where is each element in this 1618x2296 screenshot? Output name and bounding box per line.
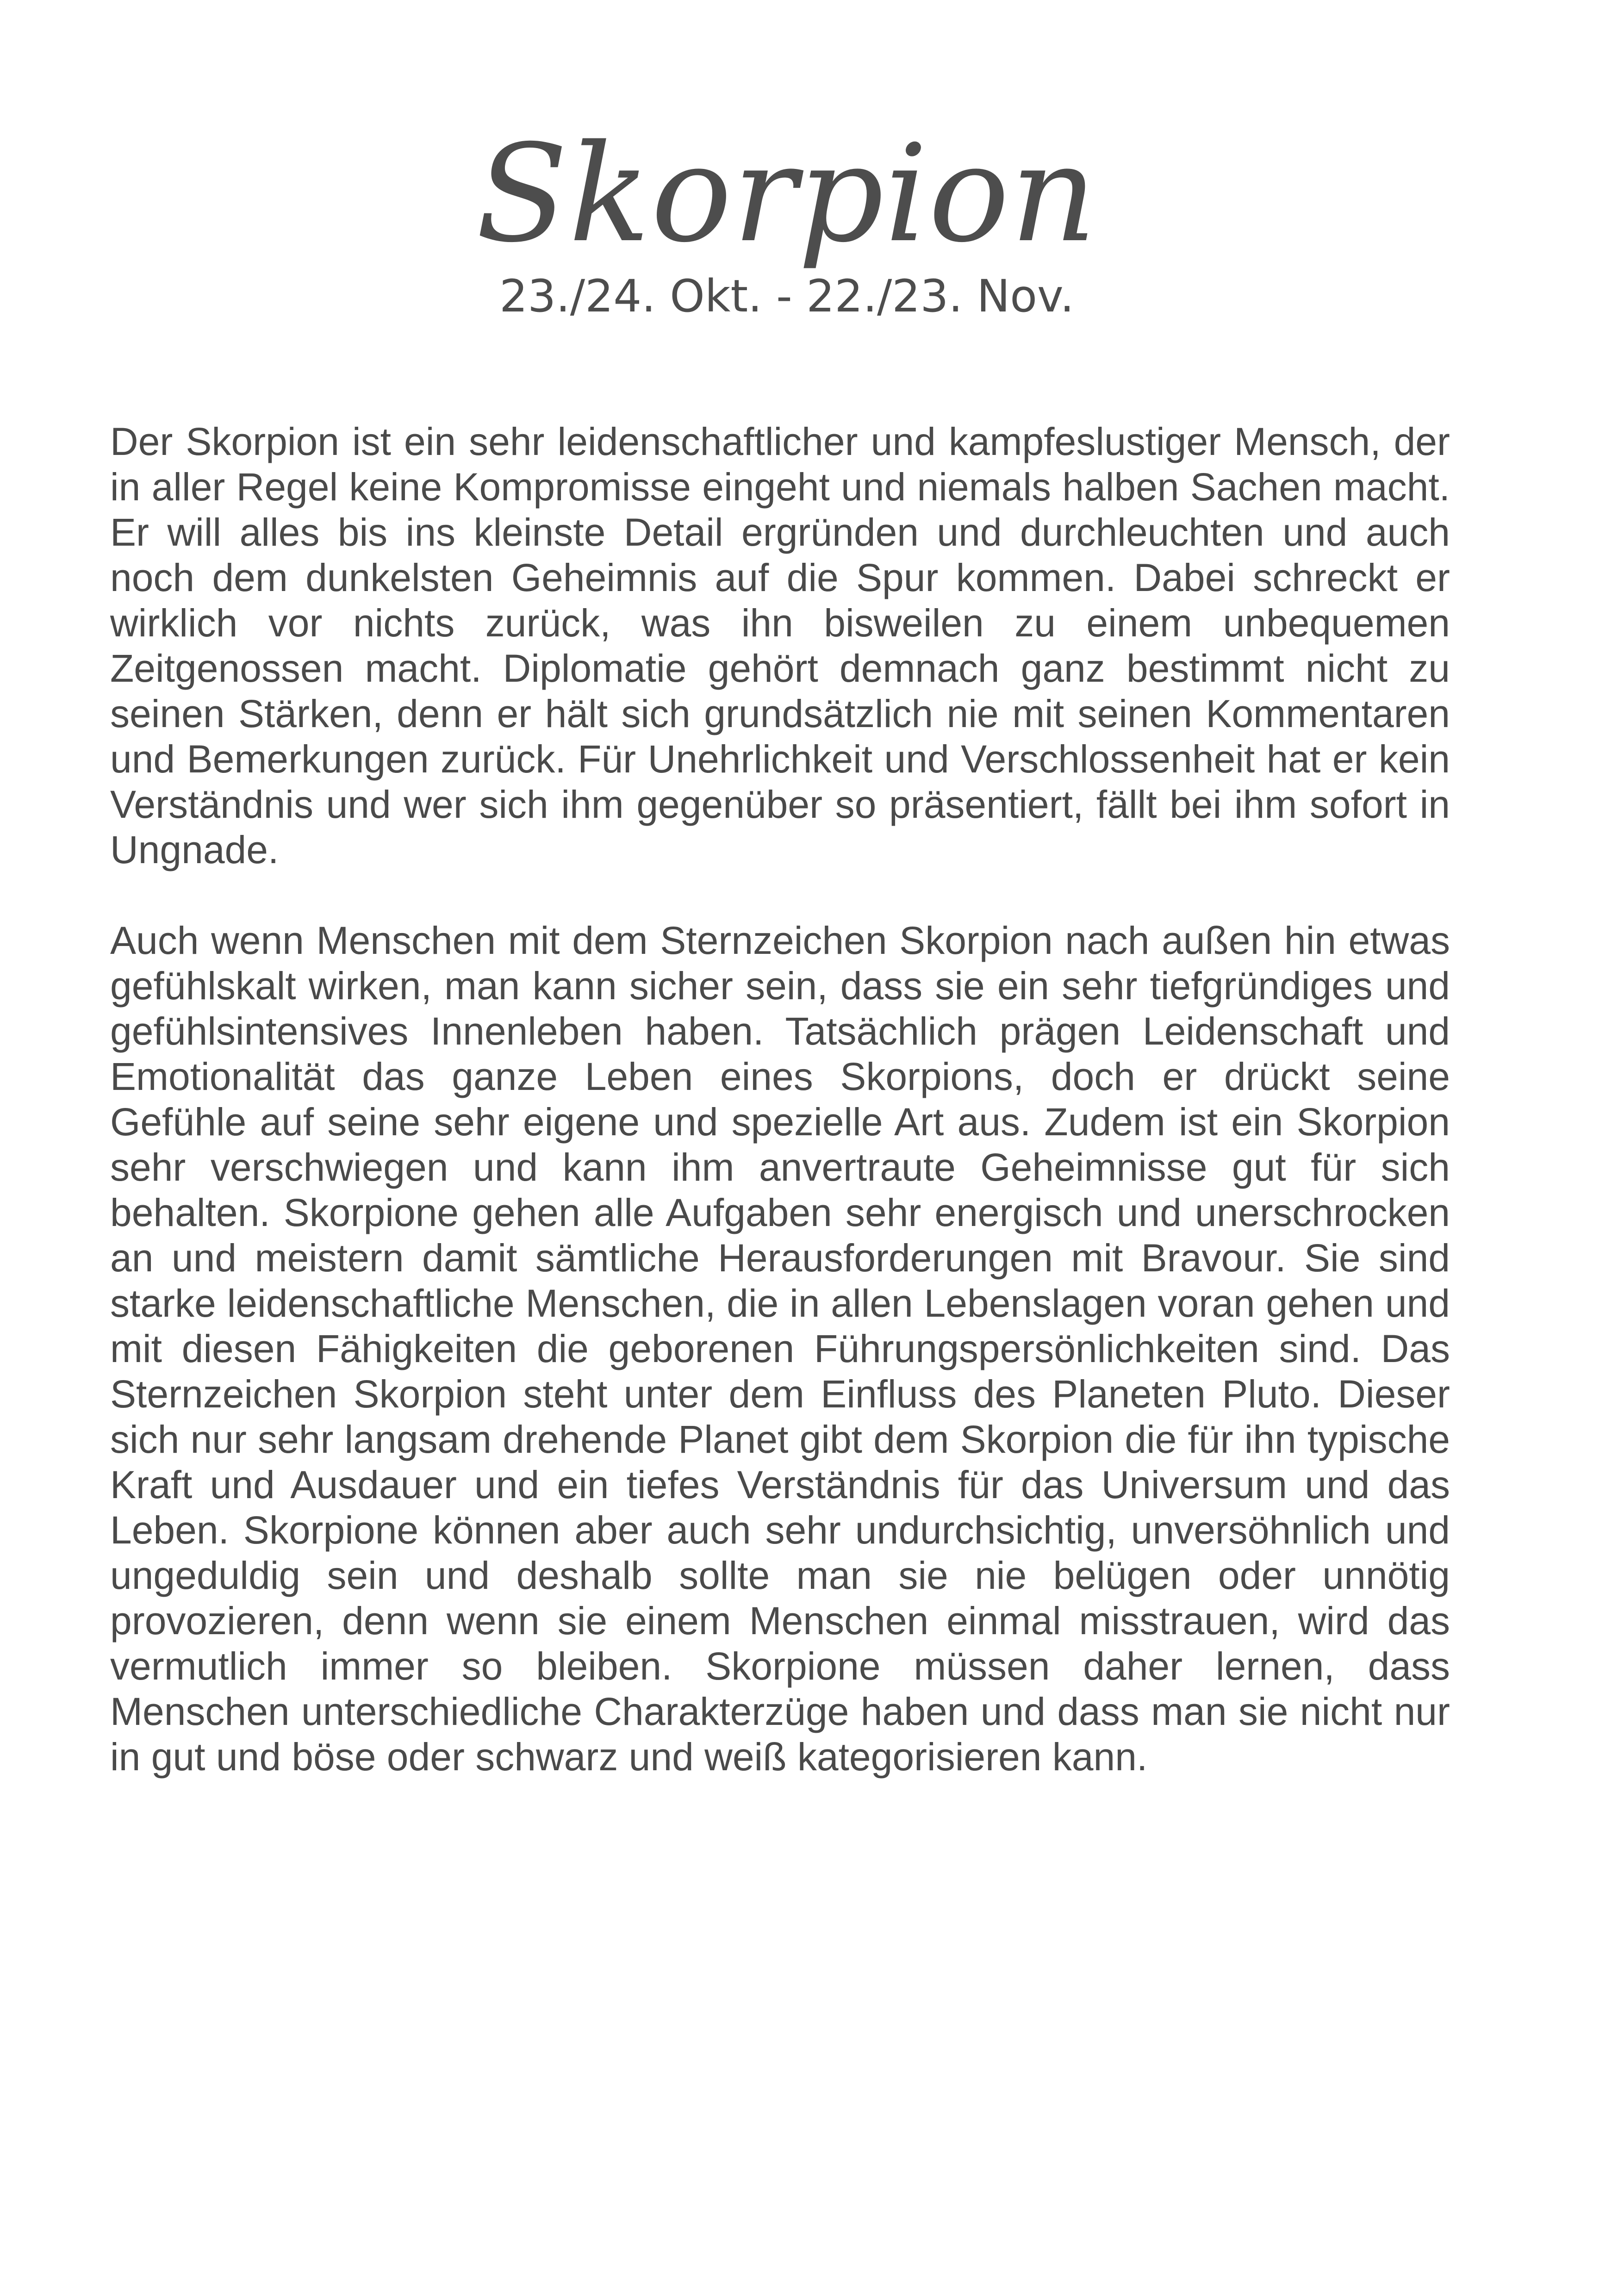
body-text xyxy=(110,419,1450,1780)
date-range: 23./24. Okt. - 22./23. Nov. xyxy=(499,270,1074,322)
paragraph-2: Auch wenn Menschen mit dem Sternzeichen Skorpion nach außen hin etwas gefühlskalt wirken, man kann sicher sein, dass sie ein sehr tiefgründiges und gefühlsintensives Innenleben haben. Tatsächlich prägen Leidenschaft und Emotionalität das ganze Leben eines Skorpions, doch er drückt seine Gefühle auf seine sehr eigene und spezielle Art aus. Zudem ist ein Skorpion sehr verschwiegen und kann ihm anvertraute Geheimnisse gut für sich behalten. Skorpione gehen alle Aufgaben sehr energisch und unerschrocken an und meistern damit sämtliche Herausforderungen mit Bravour. Sie sind starke leidenschaftliche Menschen, die in allen Lebenslagen voran gehen und mit diesen Fähigkeiten die geborenen Führungspersönlichkeiten sind. Das Sternzeichen Skorpion steht unter dem Einfluss des Planeten Pluto. Dieser sich nur sehr langsam drehende Planet gibt dem Skorpion die für ihn typische Kraft und Ausdauer und ein tiefes Verständnis für das Universum und das Leben. Skorpione können aber auch sehr undurchsichtig, unversöhnlich und ungeduldig sein und deshalb sollte man sie nie belügen oder unnötig provozieren, denn wenn sie einem Menschen einmal misstrauen, wird das vermutlich immer so bleiben. Skorpione müssen daher lernen, dass Menschen unterschiedliche Charakterzüge haben und dass man sie nicht nur in gut und böse oder schwarz und weiß kategorisieren kann. xyxy=(110,919,1450,1779)
paragraph-1: Der Skorpion ist ein sehr leidenschaftlicher und kampfeslustiger Mensch, der in aller Regel keine Kompromisse eingeht und niemals halben Sachen macht. Er will alles bis ins kleinste Detail ergründen und durchleuchten und auch noch dem dunkelsten Geheimnis auf die Spur kommen. Dabei schreckt er wirklich vor nichts zurück, was ihn bisweilen zu einem unbequemen Zeitgenossen macht. Diplomatie gehört demnach ganz bestimmt nicht zu seinen Stärken, denn er hält sich grundsätzlich nie mit seinen Kommentaren und Bemerkungen zurück. Für Unehrlichkeit und Verschlossenheit hat er kein Verständnis und wer sich ihm gegenüber so präsentiert, fällt bei ihm sofort in Ungnade. xyxy=(110,420,1450,871)
page-title: Skorpion xyxy=(476,116,1098,272)
